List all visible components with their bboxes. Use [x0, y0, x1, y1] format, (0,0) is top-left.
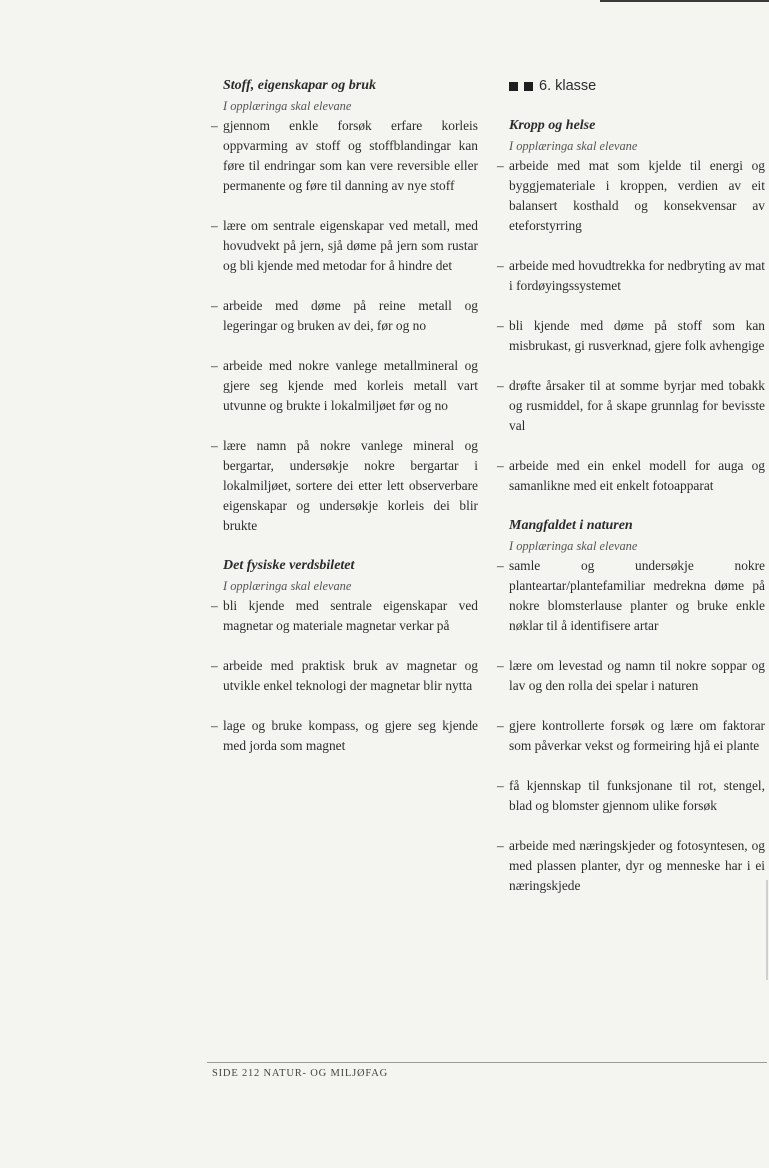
class-heading-label: 6. klasse: [539, 78, 597, 94]
list-item: – bli kjende med døme på stoff som kan misbrukast, gi rusverknad, gjere folk avhengige: [497, 318, 765, 353]
section-title: Kropp og helse: [509, 118, 596, 133]
list-item: – arbeide med ein enkel modell for auga og samanlikne med eit enkelt fotoapparat: [497, 458, 765, 493]
list-item: – lære om sentrale eigenskapar ved metall, med hovudvekt på jern, sjå døme på jern som rustar og bli kjende med metodar for å hindre det: [211, 218, 478, 273]
square-bullet-icon: [509, 82, 518, 91]
left-column: [211, 76, 478, 756]
list-item: – drøfte årsaker til at somme byrjar med tobakk og rusmiddel, for å skape grunnlag for bevisste val: [497, 378, 765, 433]
list-item: – samle og undersøkje nokre planteartar/plantefamiliar medrekna døme på nokre blomsterlause planter og bruke enkle nøklar til å identifisere artar: [497, 558, 765, 633]
section-title: Det fysiske verdsbiletet: [223, 558, 355, 573]
list-item: – gjennom enkle forsøk erfare korleis oppvarming av stoff og stoffblandingar kan føre til endringar som kan vere reversible eller permanente og føre til danning av nye stoff: [211, 118, 478, 193]
list-item: – bli kjende med sentrale eigenskapar ved magnetar og materiale magnetar verkar på: [211, 598, 478, 633]
section-subtitle: I opplæringa skal elevane: [509, 139, 638, 153]
section-subtitle: I opplæringa skal elevane: [509, 539, 638, 553]
list-item: – lage og bruke kompass, og gjere seg kjende med jorda som magnet: [211, 718, 478, 753]
list-item: – arbeide med mat som kjelde til energi og byggjemateriale i kroppen, verdien av eit balansert kosthald og konsekvensar av eteforstyrring: [497, 158, 765, 233]
section-subtitle: I opplæringa skal elevane: [223, 99, 352, 113]
top-edge-rule: [600, 0, 769, 2]
list-item: – arbeide med døme på reine metall og legeringar og bruken av dei, før og no: [211, 298, 478, 333]
list-item: – lære namn på nokre vanlege mineral og bergartar, undersøkje nokre bergartar i lokalmiljøet, sortere dei etter lett observerbare eigenskapar og undersøkje korleis dei blir brukte: [211, 438, 478, 533]
list-item: – få kjennskap til funksjonane til rot, stengel, blad og blomster gjennom ulike forsøk: [497, 778, 765, 813]
section-title: Stoff, eigenskapar og bruk: [223, 78, 376, 93]
list-item: – arbeide med praktisk bruk av magnetar og utvikle enkel teknologi der magnetar blir nytta: [211, 658, 478, 693]
footer-rule: [207, 1062, 767, 1063]
square-bullet-icon: [524, 82, 533, 91]
right-column: [497, 76, 765, 896]
list-item: – arbeide med nokre vanlege metallmineral og gjere seg kjende med korleis metall vart utvunne og brukte i lokalmiljøet før og no: [211, 358, 478, 413]
class-heading: [497, 76, 765, 96]
section-title: Mangfaldet i naturen: [509, 518, 633, 533]
list-item: – gjere kontrollerte forsøk og lære om faktorar som påverkar vekst og formeiring hjå ei plante: [497, 718, 765, 753]
list-item: – lære om levestad og namn til nokre soppar og lav og den rolla dei spelar i naturen: [497, 658, 765, 693]
page-edge-shadow: [766, 880, 768, 980]
section-subtitle: I opplæringa skal elevane: [223, 579, 352, 593]
list-item: – arbeide med hovudtrekka for nedbryting av mat i fordøyingssystemet: [497, 258, 765, 293]
list-item: – arbeide med næringskjeder og fotosyntesen, og med plassen planter, dyr og menneske har i ei næringskjede: [497, 838, 765, 893]
page-footer: SIDE 212 NATUR- OG MILJØFAG: [212, 1068, 388, 1079]
